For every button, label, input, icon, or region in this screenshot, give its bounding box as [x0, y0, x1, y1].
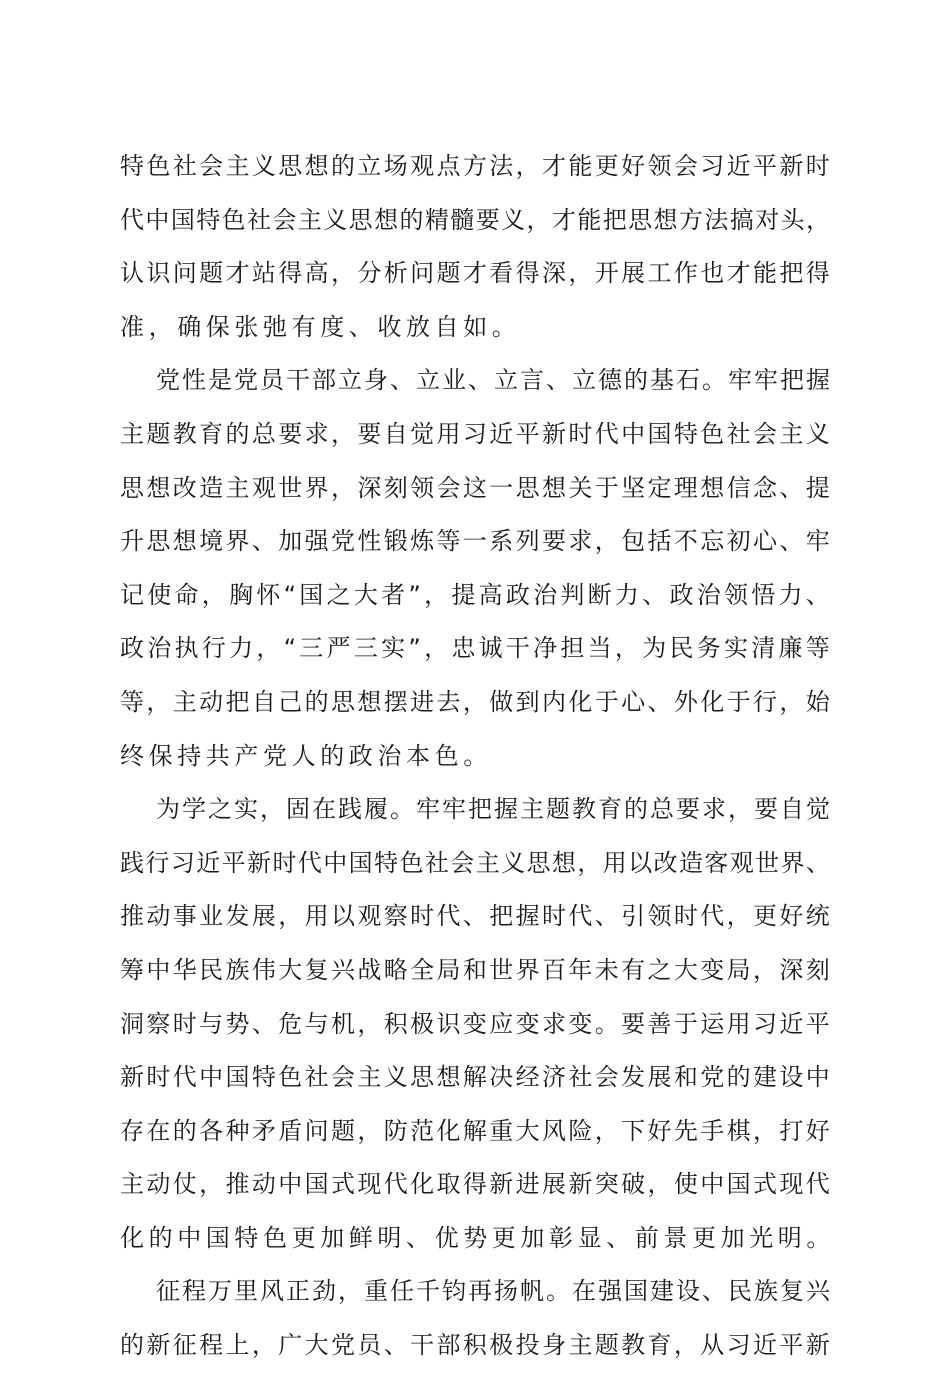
text-line: 升 思 想 境 界 、 加 强 党 性 锻 炼 等 一 系 列 要 求 ， 包 括 不 忘 初 心 、 牢	[120, 527, 830, 556]
text-line: 认 识 问 题 才 站 得 高 ， 分 析 问 题 才 看 得 深 ， 开 展 工 作 也 才 能 把 得	[120, 259, 830, 288]
text-line: 践 行 习 近 平 新 时 代 中 国 特 色 社 会 主 义 思 想 ， 用 以 改 造 客 观 世 界 、	[120, 848, 830, 877]
text-line: 代 中 国 特 色 社 会 主 义 思 想 的 精 髓 要 义 ， 才 能 把 思 想 方 法 搞 对 头 ，	[120, 205, 830, 234]
paragraph-first-line: 党 性 是 党 员 干 部 立 身 、 立 业 、 立 言 、 立 德 的 基 石 。 牢 牢 把 握	[156, 366, 830, 395]
text-line: 推 动 事 业 发 展 ， 用 以 观 察 时 代 、 把 握 时 代 、 引 领 时 代 ， 更 好 统	[120, 902, 830, 931]
text-line: 洞 察 时 与 势 、 危 与 机 ， 积 极 识 变 应 变 求 变 。 要 善 于 运 用 习 近 平	[120, 1009, 830, 1038]
text-line: 的 新 征 程 上 ， 广 大 党 员 、 干 部 积 极 投 身 主 题 教 育 ， 从 习 近 平 新	[120, 1331, 830, 1360]
text-line: 等 ， 主 动 把 自 己 的 思 想 摆 进 去 ， 做 到 内 化 于 心 、 外 化 于 行 ， 始	[120, 687, 830, 716]
document-body	[120, 140, 835, 1373]
text-line: 主 动 仗 ， 推 动 中 国 式 现 代 化 取 得 新 进 展 新 突 破 ， 使 中 国 式 现 代	[120, 1170, 830, 1199]
text-line: 特 色 社 会 主 义 思 想 的 立 场 观 点 方 法 ， 才 能 更 好 领 会 习 近 平 新 时	[120, 152, 830, 180]
text-line: 主 题 教 育 的 总 要 求 ， 要 自 觉 用 习 近 平 新 时 代 中 国 特 色 社 会 主 义	[120, 419, 830, 448]
text-line: 准，确保张弛有度、收放自如。	[120, 312, 521, 341]
paragraph-first-line: 征 程 万 里 风 正 劲 ， 重 任 千 钧 再 扬 帆 。 在 强 国 建 设 、 民 族 复 兴	[156, 1277, 830, 1306]
text-line: 记 使 命 ， 胸 怀 “ 国 之 大 者 ” ， 提 高 政 治 判 断 力 、 政 治 领 悟 力 、	[120, 580, 830, 609]
text-line: 终保持共产党人的政治本色。	[120, 741, 492, 770]
text-line: 思 想 改 造 主 观 世 界 ， 深 刻 领 会 这 一 思 想 关 于 坚 定 理 想 信 念 、 提	[120, 473, 830, 502]
text-line: 存 在 的 各 种 矛 盾 问 题 ， 防 范 化 解 重 大 风 险 ， 下 好 先 手 棋 ， 打 好	[120, 1116, 830, 1145]
text-line: 新 时 代 中 国 特 色 社 会 主 义 思 想 解 决 经 济 社 会 发 展 和 党 的 建 设 中	[120, 1063, 830, 1092]
paragraph-first-line: 为 学 之 实 ， 固 在 践 履 。 牢 牢 把 握 主 题 教 育 的 总 要 求 ， 要 自 觉	[156, 795, 830, 824]
text-line: 化的中国特色更加鲜明、优势更加彰显、前景更加光明。	[120, 1223, 835, 1252]
text-line: 筹 中 华 民 族 伟 大 复 兴 战 略 全 局 和 世 界 百 年 未 有 之 大 变 局 ， 深 刻	[120, 955, 830, 984]
text-line: 政 治 执 行 力 ， “ 三 严 三 实 ” ， 忠 诚 干 净 担 当 ， 为 民 务 实 清 廉 等	[120, 634, 830, 663]
